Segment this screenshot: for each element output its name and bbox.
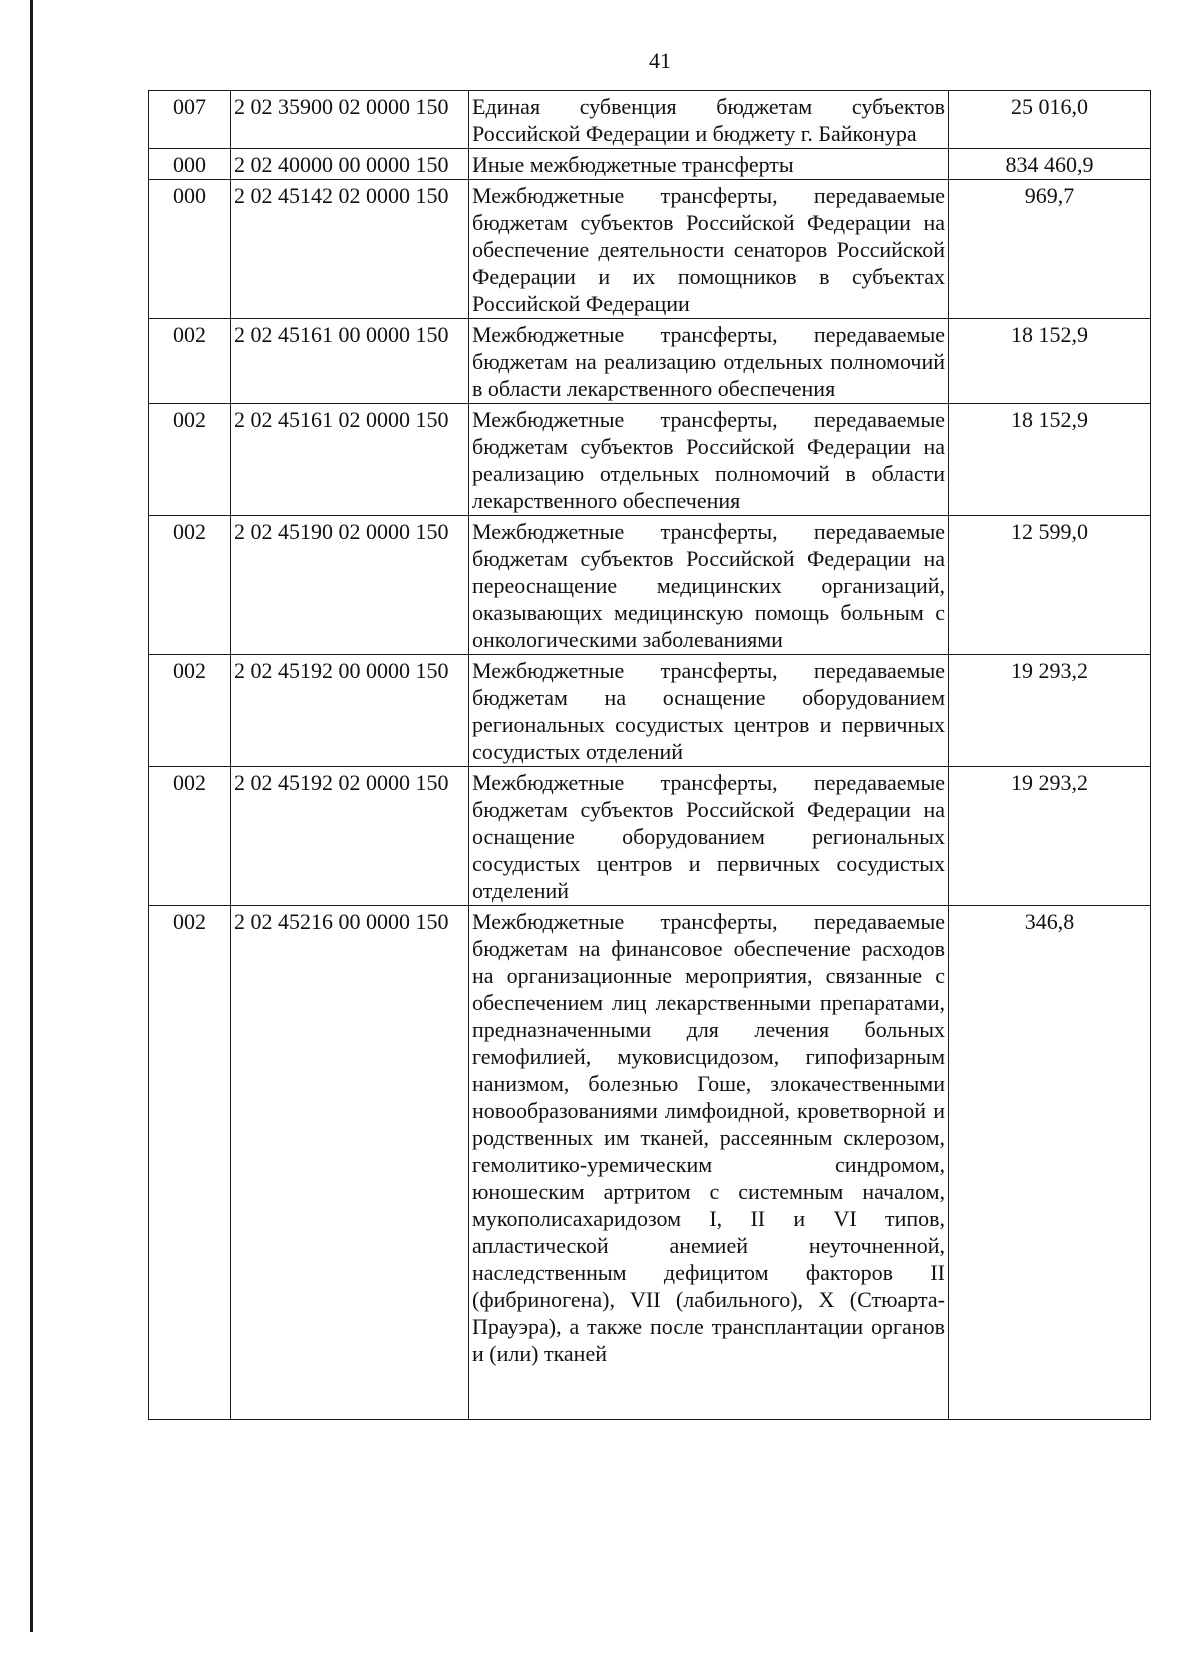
revenue-name-cell: Межбюджетные трансферты, передаваемые бюджетам субъектов Российской Федерации на оснащение оборудованием региональных сосудистых центров и первичных сосудистых отделений — [469, 767, 949, 906]
table-row — [149, 516, 1151, 655]
revenue-name-cell: Единая субвенция бюджетам субъектов Российской Федерации и бюджету г. Байконура — [469, 91, 949, 149]
admin-code-cell: 002 — [149, 516, 231, 655]
revenue-name-cell: Межбюджетные трансферты, передаваемые бюджетам на реализацию отдельных полномочий в области лекарственного обеспечения — [469, 319, 949, 404]
table-row — [149, 149, 1151, 180]
amount-cell: 19 293,2 — [949, 767, 1151, 906]
page-number: 41 — [649, 48, 671, 73]
table-row — [149, 906, 1151, 1420]
amount-cell: 25 016,0 — [949, 91, 1151, 149]
budget-revenue-table — [148, 90, 1151, 1420]
admin-code-cell: 000 — [149, 149, 231, 180]
table-row — [149, 91, 1151, 149]
amount-cell: 969,7 — [949, 180, 1151, 319]
revenue-name-cell: Иные межбюджетные трансферты — [469, 149, 949, 180]
amount-cell: 19 293,2 — [949, 655, 1151, 767]
revenue-name-cell: Межбюджетные трансферты, передаваемые бюджетам на финансовое обеспечение расходов на организационные мероприятия, связанные с обеспечением лиц лекарственными препаратами, предназначенными для лечения больных гемофилией, муковисцидозом, гипофизарным нанизмом, болезнью Гоше, злокачественными новообразованиями лимфоидной, кроветворной и родственных им тканей, рассеянным склерозом, гемолитико-уремическим синдромом, юношеским артритом с системным началом, мукополисахаридозом I, II и VI типов, апластической анемией неуточненной, наследственным дефицитом факторов II (фибриногена), VII (лабильного), X (Стюарта-Прауэра), а также после трансплантации органов и (или) тканей — [469, 906, 949, 1420]
amount-cell: 346,8 — [949, 906, 1151, 1420]
budget-code-cell: 2 02 45190 02 0000 150 — [231, 516, 469, 655]
budget-code-cell: 2 02 45142 02 0000 150 — [231, 180, 469, 319]
budget-code-cell: 2 02 45192 02 0000 150 — [231, 767, 469, 906]
amount-cell: 12 599,0 — [949, 516, 1151, 655]
admin-code-cell: 007 — [149, 91, 231, 149]
admin-code-cell: 002 — [149, 906, 231, 1420]
budget-code-cell: 2 02 45192 00 0000 150 — [231, 655, 469, 767]
amount-cell: 18 152,9 — [949, 404, 1151, 516]
amount-cell: 834 460,9 — [949, 149, 1151, 180]
admin-code-cell: 002 — [149, 404, 231, 516]
table-row — [149, 319, 1151, 404]
admin-code-cell: 002 — [149, 319, 231, 404]
budget-code-cell: 2 02 45161 00 0000 150 — [231, 319, 469, 404]
budget-code-cell: 2 02 45161 02 0000 150 — [231, 404, 469, 516]
binding-margin-line — [30, 0, 33, 1632]
admin-code-cell: 002 — [149, 767, 231, 906]
table-row — [149, 655, 1151, 767]
budget-code-cell: 2 02 35900 02 0000 150 — [231, 91, 469, 149]
revenue-name-cell: Межбюджетные трансферты, передаваемые бюджетам субъектов Российской Федерации на переоснащение медицинских организаций, оказывающих медицинскую помощь больным с онкологическими заболеваниями — [469, 516, 949, 655]
amount-cell: 18 152,9 — [949, 319, 1151, 404]
table-row — [149, 767, 1151, 906]
admin-code-cell: 000 — [149, 180, 231, 319]
table-row — [149, 180, 1151, 319]
revenue-name-cell: Межбюджетные трансферты, передаваемые бюджетам на оснащение оборудованием региональных сосудистых центров и первичных сосудистых отделений — [469, 655, 949, 767]
budget-code-cell: 2 02 40000 00 0000 150 — [231, 149, 469, 180]
revenue-name-cell: Межбюджетные трансферты, передаваемые бюджетам субъектов Российской Федерации на обеспечение деятельности сенаторов Российской Федерации и их помощников в субъектах Российской Федерации — [469, 180, 949, 319]
table-row — [149, 404, 1151, 516]
revenue-name-cell: Межбюджетные трансферты, передаваемые бюджетам субъектов Российской Федерации на реализацию отдельных полномочий в области лекарственного обеспечения — [469, 404, 949, 516]
budget-code-cell: 2 02 45216 00 0000 150 — [231, 906, 469, 1420]
admin-code-cell: 002 — [149, 655, 231, 767]
